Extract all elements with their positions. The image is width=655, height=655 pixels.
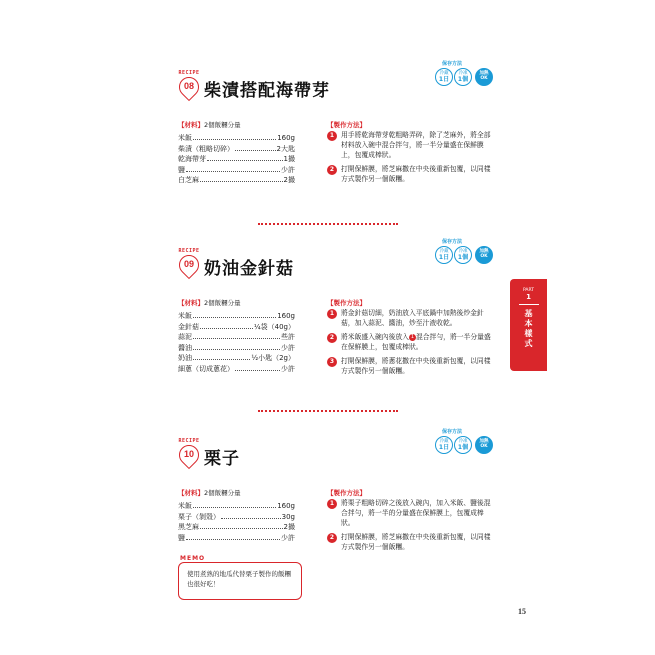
steps-heading: 【製作方法】 [327, 299, 366, 307]
step-item: 2 打開保鮮膜，將芝麻撒在中央後重新包覆，以同樣方式製作另一個飯糰。 [327, 532, 497, 552]
recipe-title: 柴漬搭配海帶芽 [204, 81, 330, 101]
ingredient-list [178, 501, 295, 543]
freezer-icon: 冷凍 1個 [454, 246, 472, 264]
step-number: 3 [327, 357, 337, 367]
page-number: 15 [518, 607, 526, 616]
ingredient-row: 蒜泥 些許 [178, 333, 295, 341]
heat-ok-icon: 加熱OK [475, 246, 493, 264]
step-item: 3 打開保鮮膜，將蔥花撒在中央後重新包覆，以同樣方式製作另一個飯糰。 [327, 356, 497, 376]
step-number: 2 [327, 533, 337, 543]
steps-heading: 【製作方法】 [327, 489, 366, 497]
tab-divider [519, 304, 539, 305]
step-item: 1 用手將乾海帶芽乾粗略弄碎，除了芝麻外，將全部材料放入碗中混合拌勻，將一半分量盛在保鮮膜上，包覆成棒狀。 [327, 130, 497, 160]
storage-icons [435, 60, 497, 100]
heat-ok-icon: 加熱OK [475, 68, 493, 86]
step-number: 2 [327, 333, 337, 343]
ingredient-row: 栗子（剝殼） 30g [178, 512, 295, 521]
recipe-badge-label: RECIPE [178, 248, 200, 254]
memo-box: 使用煮熟的地瓜代替栗子製作的飯糰也很好吃！ [178, 562, 302, 600]
ingredients-heading: 【材料】2個飯糰分量 [178, 489, 241, 497]
step-item: 1 將金針菇切細，奶油放入平底鍋中加熱後炒金針菇，加入蒜泥、醬油，炒至汁液收乾。 [327, 308, 497, 328]
step-number: 1 [327, 309, 337, 319]
recipe-number: 10 [183, 449, 194, 459]
fridge-icon: 冷藏 1日 [435, 68, 453, 86]
ingredient-row: 乾海帶芽 1撮 [178, 155, 295, 163]
step-list [327, 308, 497, 380]
ingredients-heading: 【材料】2個飯糰分量 [178, 299, 241, 307]
ingredient-row: 米飯 160g [178, 134, 295, 142]
ingredient-row: 金針菇 ¼袋（40g） [178, 322, 295, 331]
ingredient-row: 柴漬（粗略切碎） 2大匙 [178, 144, 295, 153]
step-number: 1 [327, 131, 337, 141]
part-label: PART 1 [522, 288, 535, 301]
step-item: 2 打開保鮮膜，將芝麻撒在中央後重新包覆，以同樣方式製作另一個飯糰。 [327, 164, 497, 184]
ingredient-row: 細蔥（切成蔥花） 少許 [178, 364, 295, 373]
step-list [327, 130, 497, 188]
part-title: 基本樣式 [524, 309, 533, 348]
ingredient-row: 鹽 少許 [178, 533, 295, 542]
step-ref-icon: 1 [410, 333, 415, 340]
ingredient-row: 米飯 160g [178, 312, 295, 320]
section-divider [258, 410, 398, 412]
ingredient-row: 醬油 少許 [178, 343, 295, 352]
step-number: 1 [327, 499, 337, 509]
ingredients-heading: 【材料】2個飯糰分量 [178, 121, 241, 129]
recipe-badge-label: RECIPE [178, 438, 200, 444]
storage-label: 保存方法 [441, 61, 462, 67]
freezer-icon: 冷凍 1個 [454, 436, 472, 454]
recipe-title: 栗子 [204, 449, 240, 469]
storage-icons [435, 238, 497, 278]
step-item: 2 將米飯盛入碗內後放入 1 混合拌勻，將一半分量盛在保鮮膜上，包覆成棒狀。 [327, 332, 497, 352]
ingredient-row: 米飯 160g [178, 502, 295, 510]
recipe-badge [177, 248, 201, 280]
recipe-title: 奶油金針菇 [204, 259, 294, 279]
ingredient-row: 黑芝麻 2撮 [178, 523, 295, 531]
recipe-badge-label: RECIPE [178, 70, 200, 76]
ingredient-list [178, 133, 295, 186]
steps-heading: 【製作方法】 [327, 121, 366, 129]
freezer-icon: 冷凍 1個 [454, 68, 472, 86]
step-number: 2 [327, 165, 337, 175]
step-item: 1 將栗子粗略切碎之後放入碗內，加入米飯、鹽後混合拌勻，將一半的分量盛在保鮮膜上，包覆成棒狀。 [327, 498, 497, 528]
memo-title: MEMO [180, 555, 206, 562]
recipe-number: 08 [183, 81, 194, 91]
storage-label: 保存方法 [441, 429, 462, 435]
ingredient-row: 奶油 ½小匙（2g） [178, 354, 295, 362]
ingredient-row: 白芝麻 2撮 [178, 176, 295, 184]
fridge-icon: 冷藏 1日 [435, 436, 453, 454]
recipe-badge [177, 438, 201, 470]
storage-icons [435, 428, 497, 468]
part-tab [510, 279, 547, 371]
recipe-number: 09 [183, 259, 194, 269]
section-divider [258, 223, 398, 225]
heat-ok-icon: 加熱OK [475, 436, 493, 454]
recipe-badge [177, 70, 201, 102]
step-list [327, 498, 497, 556]
fridge-icon: 冷藏 1日 [435, 246, 453, 264]
ingredient-list [178, 311, 295, 374]
storage-label: 保存方法 [441, 239, 462, 245]
ingredient-row: 鹽 少許 [178, 165, 295, 174]
